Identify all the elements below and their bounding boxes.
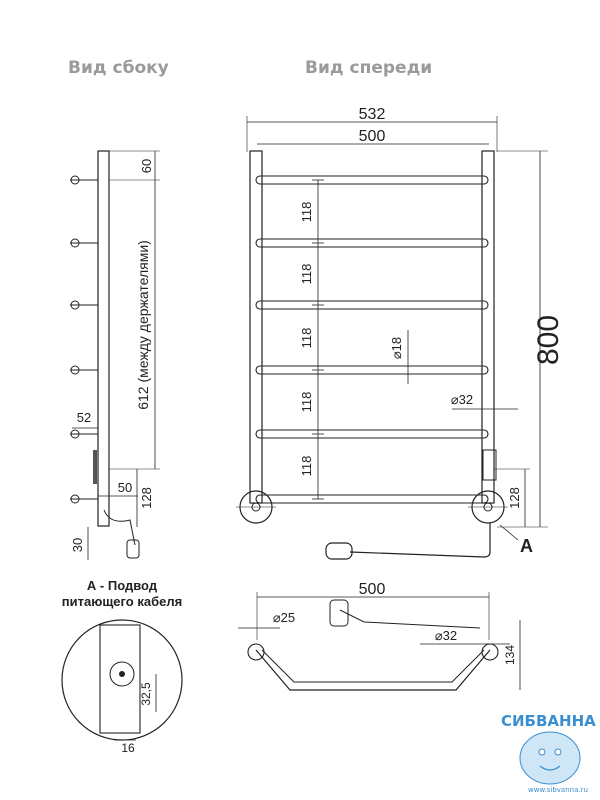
side-thermostat	[93, 450, 97, 484]
dim-118-2: 118	[299, 263, 314, 285]
dim-60: 60	[139, 158, 154, 174]
dim-612: 612 (между держателями)	[135, 240, 151, 410]
dim-128-front: 128	[507, 487, 522, 509]
dim-30: 30	[70, 537, 85, 553]
detail-a-circle	[62, 620, 182, 740]
dim-dia-25: ⌀25	[272, 610, 296, 625]
detail-a	[62, 578, 182, 755]
front-view	[236, 106, 565, 559]
dim-800: 800	[532, 314, 565, 366]
dim-500-front: 500	[358, 128, 386, 145]
top-view	[238, 581, 520, 690]
dim-dia-18: ⌀18	[389, 336, 404, 360]
rungs	[256, 176, 488, 503]
dim-118-1: 118	[299, 201, 314, 223]
side-view-title: Вид сбоку	[68, 58, 169, 78]
logo-mascot	[520, 732, 580, 784]
dim-500-top: 500	[358, 581, 386, 598]
detail-a-title-2: питающего кабеля	[61, 594, 183, 609]
side-view	[70, 151, 160, 560]
side-plug-icon	[127, 540, 139, 558]
front-view-title: Вид спереди	[305, 58, 433, 78]
left-post	[250, 151, 262, 503]
dim-118-3: 118	[299, 327, 314, 349]
detail-marker-a: A	[520, 536, 533, 556]
dim-52: 52	[76, 410, 92, 425]
plug-icon	[326, 543, 352, 559]
dim-128-side: 128	[139, 487, 154, 509]
dim-dia-32-top: ⌀32	[434, 628, 458, 643]
logo-url: www.sibvanna.ru	[528, 786, 588, 794]
dim-16: 16	[121, 741, 135, 755]
dim-134: 134	[503, 644, 517, 666]
dim-118-4: 118	[299, 391, 314, 413]
dim-32-5: 32,5	[139, 682, 153, 706]
dim-118-5: 118	[299, 455, 314, 477]
dim-532: 532	[358, 106, 386, 123]
detail-a-title-1: А - Подвод	[86, 578, 158, 593]
dim-dia-32-front: ⌀32	[450, 392, 474, 407]
logo-brand: СИБВАННА	[501, 712, 596, 730]
side-post	[98, 151, 109, 526]
dim-50: 50	[117, 480, 133, 495]
